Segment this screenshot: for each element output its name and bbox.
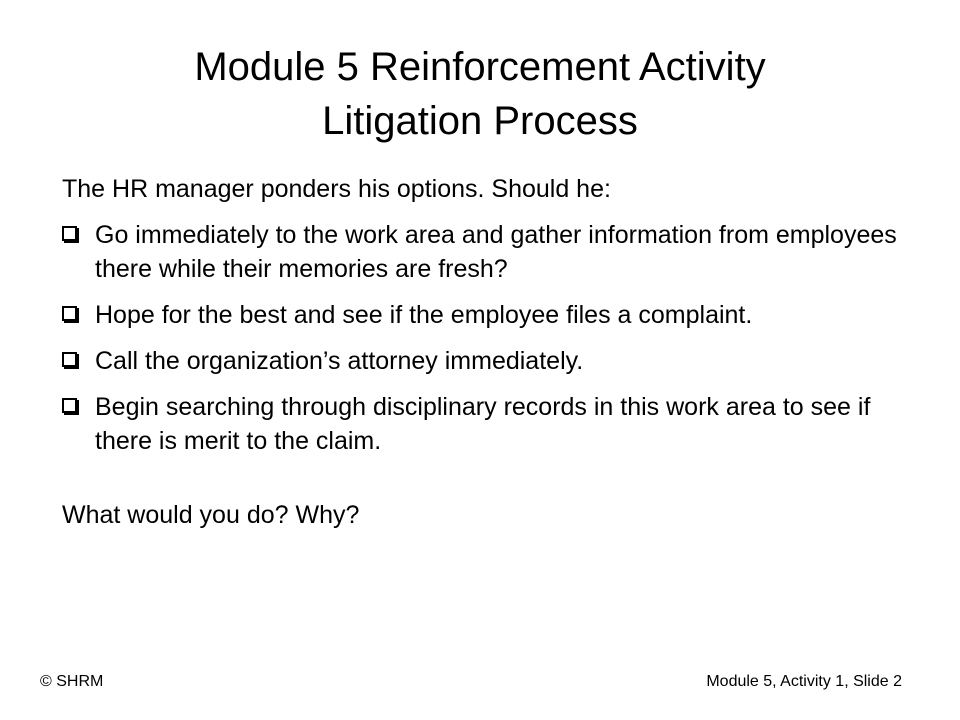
option-item [62, 390, 902, 458]
option-item [62, 218, 902, 286]
option-item [62, 298, 902, 332]
title-line-2: Litigation Process [322, 99, 638, 143]
discussion-question: What would you do? Why? [62, 501, 360, 529]
option-label: Hope for the best and see if the employee files a complaint. [95, 301, 753, 329]
checkbox-icon [62, 398, 77, 413]
slide-title [60, 40, 900, 148]
footer-copyright: © SHRM [40, 673, 104, 690]
title-line-1: Module 5 Reinforcement Activity [194, 45, 766, 89]
checkbox-icon [62, 306, 77, 321]
checkbox-icon [62, 226, 77, 241]
option-label: Begin searching through disciplinary records in this work area to see if there is merit to the claim. [95, 393, 871, 455]
intro-text: The HR manager ponders his options. Should he: [62, 175, 611, 203]
option-item [62, 344, 902, 378]
option-label: Go immediately to the work area and gather information from employees there while their memories are fresh? [95, 221, 897, 283]
footer-slide-reference: Module 5, Activity 1, Slide 2 [706, 673, 902, 690]
slide-body [62, 172, 902, 532]
option-label: Call the organization’s attorney immediately. [95, 347, 584, 375]
options-list [62, 218, 902, 458]
checkbox-icon [62, 352, 77, 367]
